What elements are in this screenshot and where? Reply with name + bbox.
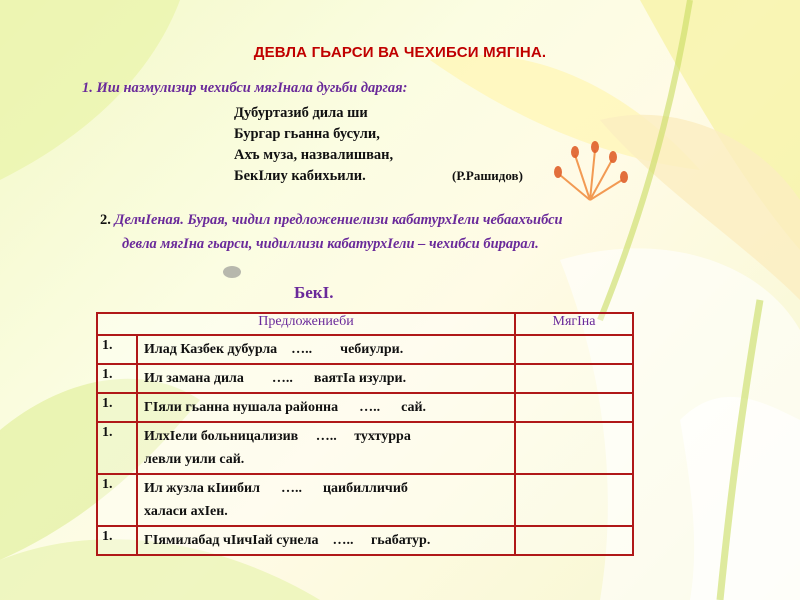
table-row [97,526,633,555]
row-number: 1. [97,335,137,364]
task-1 [82,80,407,97]
poem-line: Бургар гьанна бусули, [234,126,380,142]
table-row [97,364,633,393]
sentence-line: ГIяли гьанна нушала районна ….. сай. [144,400,427,415]
task-2-line-2: девла мягIна гьарси, чидиллизи кабатурхIели – чехибси бирарал. [122,236,539,252]
row-number: 1. [97,422,137,474]
sentence-text [137,474,515,526]
column-header-meaning: МягIна [515,313,633,335]
row-number: 1. [97,364,137,393]
table-row [97,393,633,422]
task-1-text: Иш назмулизир чехибси мягIнала дугьби даргая: [96,80,408,96]
table-row [97,422,633,474]
sentence-line: Илад Казбек дубурла ….. чебиулри. [144,342,404,357]
row-number: 1. [97,526,137,555]
sentence-line: Ил замана дила ….. ваятIа изулри. [144,371,407,386]
meaning-answer-cell[interactable] [515,335,633,364]
sentence-line: ИлхIели больницализив ….. тухтурра [144,429,411,444]
sentence-line: левли уили сай. [144,452,245,467]
page-title: ДЕВЛА ГЬАРСИ ВА ЧЕХИБСИ МЯГIНА. [253,44,547,61]
sentence-text [137,422,515,474]
sentence-line: ГIямилабад чIичIай сунела ….. гьабатур. [144,533,431,548]
table-header-row [97,313,633,335]
task-2-number: 2. [100,212,111,228]
sentence-line: Ил жузла кIиибил ….. цаибилличиб [144,481,408,496]
task-2 [100,208,563,256]
sentence-text [137,364,515,393]
sample-label: БекI. [294,283,334,302]
poem [234,103,393,187]
poem-line: Дубуртазиб дила ши [234,105,368,121]
sentence-text [137,393,515,422]
meaning-answer-cell[interactable] [515,393,633,422]
poem-line: Ахъ муза, назвалишван, [234,147,394,163]
poem-author: (Р.Рашидов) [452,168,523,183]
task-2-line-1: ДелчIеная. Бурая, чидил предложениелизи кабатурхIели чебаахъибси [114,212,563,228]
table-row [97,335,633,364]
meaning-answer-cell[interactable] [515,364,633,393]
meaning-answer-cell[interactable] [515,474,633,526]
poem-line: БекIлиу кабихьили. [234,168,366,184]
sentence-text [137,335,515,364]
sentences-table [96,312,634,556]
row-number: 1. [97,393,137,422]
sentence-text [137,526,515,555]
table-row [97,474,633,526]
meaning-answer-cell[interactable] [515,422,633,474]
column-header-sentences: Предложениеби [97,313,515,335]
row-number: 1. [97,474,137,526]
meaning-answer-cell[interactable] [515,526,633,555]
task-1-number: 1. [82,80,93,96]
sentence-line: халаси ахIен. [144,504,228,519]
